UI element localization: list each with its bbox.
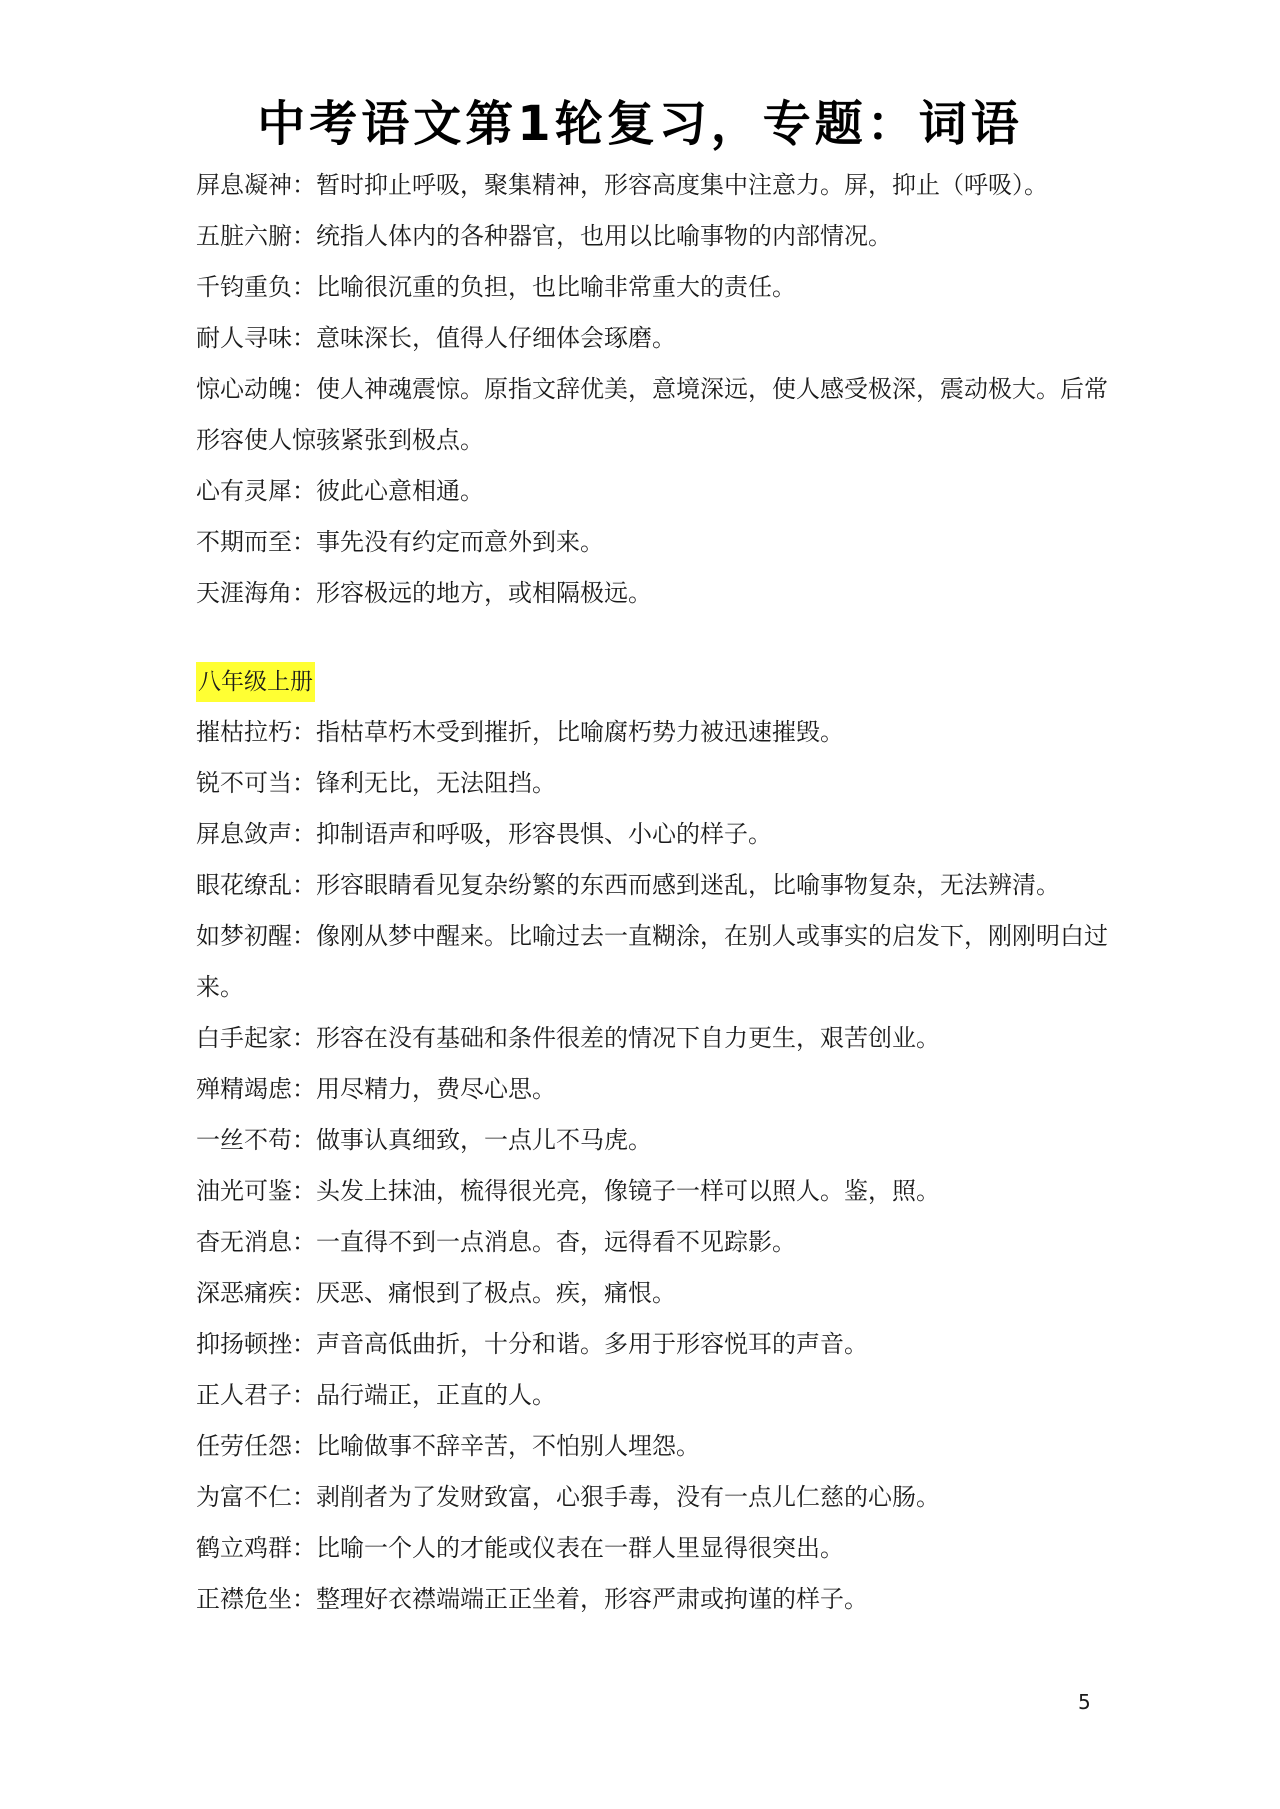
entry-definition: 整理好衣襟端端正正坐着，形容严肃或拘谨的样子。 [316, 1585, 868, 1613]
entry-term: 油光可鉴 [196, 1177, 292, 1205]
entry-separator: ： [292, 820, 316, 848]
entry-separator: ： [292, 1534, 316, 1562]
section-heading: 八年级上册 [196, 662, 315, 702]
entry-term: 一丝不苟 [196, 1126, 292, 1154]
entry-term: 耐人寻味 [196, 324, 292, 352]
glossary-entry [196, 1523, 1116, 1574]
glossary-entry [196, 364, 1116, 466]
entry-separator: ： [292, 1177, 316, 1205]
page-number: 5 [1078, 1690, 1091, 1714]
entry-term: 锐不可当 [196, 769, 292, 797]
entry-definition: 抑制语声和呼吸，形容畏惧、小心的样子。 [316, 820, 772, 848]
entry-separator: ： [292, 1585, 316, 1613]
entry-separator: ： [292, 477, 316, 505]
entry-term: 白手起家 [196, 1024, 292, 1052]
entry-definition: 形容极远的地方，或相隔极远。 [316, 579, 652, 607]
entry-definition: 剥削者为了发财致富，心狠手毒，没有一点儿仁慈的心肠。 [316, 1483, 940, 1511]
entry-definition: 锋利无比，无法阻挡。 [316, 769, 556, 797]
entry-term: 如梦初醒 [196, 922, 292, 950]
entry-definition: 比喻很沉重的负担，也比喻非常重大的责任。 [316, 273, 796, 301]
entry-definition: 暂时抑止呼吸，聚集精神，形容高度集中注意力。屏，抑止（呼吸）。 [316, 171, 1048, 199]
entry-definition: 形容眼睛看见复杂纷繁的东西而感到迷乱，比喻事物复杂，无法辨清。 [316, 871, 1060, 899]
glossary-entry [196, 1217, 1116, 1268]
entry-separator: ： [292, 1432, 316, 1460]
entry-separator: ： [292, 1330, 316, 1358]
glossary-entry [196, 1574, 1116, 1625]
glossary-entry [196, 262, 1116, 313]
entry-separator: ： [292, 718, 316, 746]
entry-definition: 形容在没有基础和条件很差的情况下自力更生，艰苦创业。 [316, 1024, 940, 1052]
entry-definition: 事先没有约定而意外到来。 [316, 528, 604, 556]
entry-term: 心有灵犀 [196, 477, 292, 505]
entry-definition: 品行端正，正直的人。 [316, 1381, 556, 1409]
entry-term: 摧枯拉朽 [196, 718, 292, 746]
glossary-entry [196, 1268, 1116, 1319]
entry-term: 正襟危坐 [196, 1585, 292, 1613]
entry-term: 为富不仁 [196, 1483, 292, 1511]
entry-term: 正人君子 [196, 1381, 292, 1409]
entry-separator: ： [292, 1024, 316, 1052]
entry-term: 屏息凝神 [196, 171, 292, 199]
entry-separator: ： [292, 769, 316, 797]
entry-term: 五脏六腑 [196, 222, 292, 250]
entry-definition: 统指人体内的各种器官，也用以比喻事物的内部情况。 [316, 222, 892, 250]
entry-term: 惊心动魄 [196, 375, 292, 403]
entry-separator: ： [292, 222, 316, 250]
entry-term: 殚精竭虑 [196, 1075, 292, 1103]
glossary-section-2 [196, 662, 1116, 1625]
glossary-entry [196, 1319, 1116, 1370]
glossary-entry [196, 568, 1116, 619]
glossary-entry [196, 1370, 1116, 1421]
entry-separator: ： [292, 922, 316, 950]
entry-separator: ： [292, 1279, 316, 1307]
glossary-entry [196, 1064, 1116, 1115]
entry-definition: 使人神魂震惊。原指文辞优美，意境深远，使人感受极深，震动极大。后常形容使人惊骇紧张到极点。 [196, 375, 1108, 454]
glossary-entry [196, 1013, 1116, 1064]
entry-term: 抑扬顿挫 [196, 1330, 292, 1358]
entry-separator: ： [292, 579, 316, 607]
page-title: 中考语文第1轮复习，专题：词语 [257, 96, 1023, 152]
glossary-entry [196, 911, 1116, 1013]
entry-term: 天涯海角 [196, 579, 292, 607]
entry-separator: ： [292, 1483, 316, 1511]
entry-definition: 厌恶、痛恨到了极点。疾，痛恨。 [316, 1279, 676, 1307]
glossary-section-1 [196, 160, 1116, 619]
entry-definition: 声音高低曲折，十分和谐。多用于形容悦耳的声音。 [316, 1330, 868, 1358]
entry-separator: ： [292, 375, 316, 403]
entry-definition: 指枯草朽木受到摧折，比喻腐朽势力被迅速摧毁。 [316, 718, 844, 746]
entry-separator: ： [292, 324, 316, 352]
entry-separator: ： [292, 273, 316, 301]
glossary-entry [196, 1115, 1116, 1166]
entry-term: 杳无消息 [196, 1228, 292, 1256]
entry-separator: ： [292, 871, 316, 899]
entry-definition: 彼此心意相通。 [316, 477, 484, 505]
entry-term: 千钧重负 [196, 273, 292, 301]
entry-separator: ： [292, 1381, 316, 1409]
glossary-entry [196, 707, 1116, 758]
entry-definition: 做事认真细致，一点儿不马虎。 [316, 1126, 652, 1154]
entry-term: 不期而至 [196, 528, 292, 556]
entry-separator: ： [292, 1228, 316, 1256]
entry-separator: ： [292, 528, 316, 556]
glossary-entry [196, 466, 1116, 517]
glossary-entry [196, 517, 1116, 568]
entry-term: 屏息敛声 [196, 820, 292, 848]
entry-term: 深恶痛疾 [196, 1279, 292, 1307]
glossary-entry [196, 211, 1116, 262]
entry-term: 眼花缭乱 [196, 871, 292, 899]
entry-definition: 一直得不到一点消息。杳，远得看不见踪影。 [316, 1228, 796, 1256]
entry-term: 鹤立鸡群 [196, 1534, 292, 1562]
glossary-entry [196, 809, 1116, 860]
glossary-entry [196, 160, 1116, 211]
entry-definition: 比喻做事不辞辛苦，不怕别人埋怨。 [316, 1432, 700, 1460]
entry-definition: 意味深长，值得人仔细体会琢磨。 [316, 324, 676, 352]
entry-separator: ： [292, 171, 316, 199]
entry-definition: 像刚从梦中醒来。比喻过去一直糊涂，在别人或事实的启发下，刚刚明白过来。 [196, 922, 1108, 1001]
glossary-entry [196, 758, 1116, 809]
glossary-entry [196, 313, 1116, 364]
entry-term: 任劳任怨 [196, 1432, 292, 1460]
entry-definition: 用尽精力，费尽心思。 [316, 1075, 556, 1103]
glossary-entry [196, 1166, 1116, 1217]
glossary-entry [196, 1421, 1116, 1472]
glossary-entry [196, 860, 1116, 911]
entry-separator: ： [292, 1126, 316, 1154]
entry-definition: 头发上抹油，梳得很光亮，像镜子一样可以照人。鉴，照。 [316, 1177, 940, 1205]
entry-definition: 比喻一个人的才能或仪表在一群人里显得很突出。 [316, 1534, 844, 1562]
glossary-entry [196, 1472, 1116, 1523]
entry-separator: ： [292, 1075, 316, 1103]
